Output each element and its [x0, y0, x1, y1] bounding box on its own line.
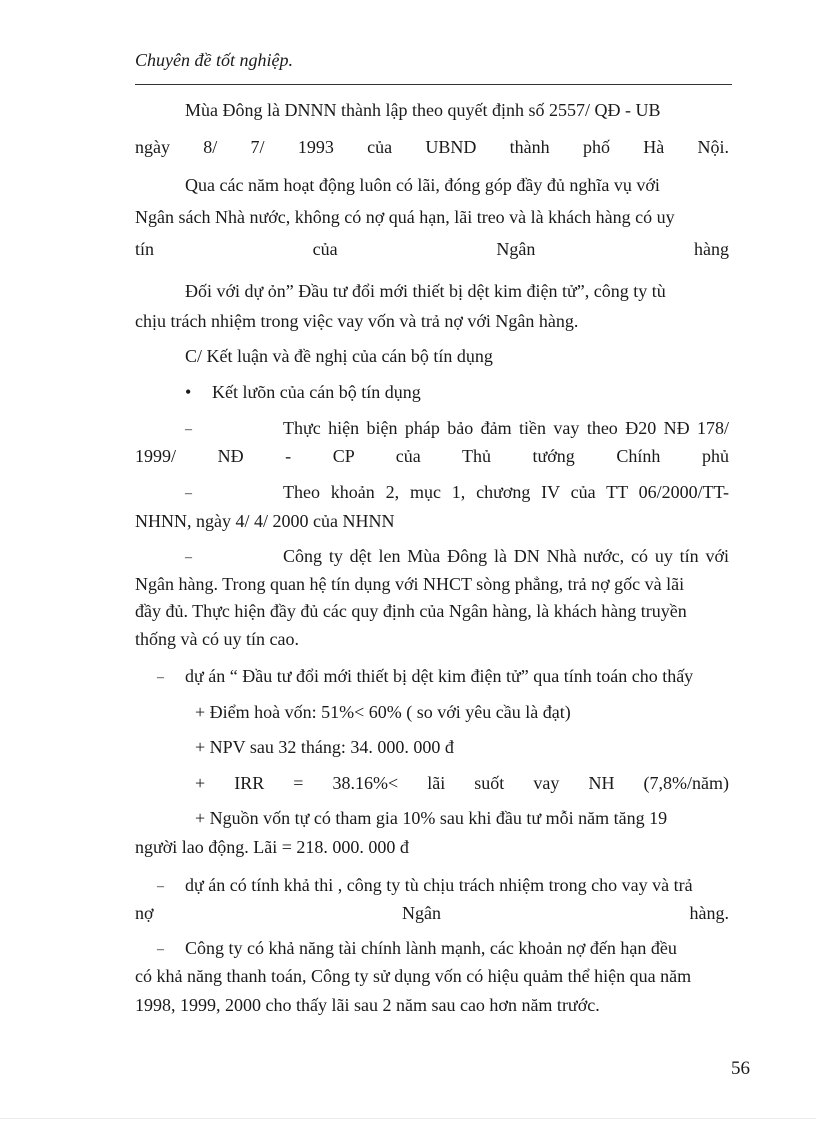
text-line: có khả năng thanh toán, Công ty sử dụng vốn có hiệu quảm thể hiện qua năm: [135, 966, 692, 986]
dash-icon: –: [185, 550, 192, 565]
dash-icon: –: [157, 670, 164, 685]
text-line: đầy đủ. Thực hiện đầy đủ các quy định của Ngân hàng, là khách hàng truyền: [135, 601, 687, 621]
text-line: Công ty dệt len Mùa Đông là DN Nhà nước, có uy tín với: [283, 546, 729, 566]
text-line: Theo khoản 2, mục 1, chương IV của TT 06/2000/TT-: [283, 482, 729, 502]
header-rule: [135, 84, 732, 85]
dash-icon: –: [185, 486, 192, 501]
text-line: + NPV sau 32 tháng: 34. 000. 000 đ: [195, 737, 454, 757]
text-line: + Nguồn vốn tự có tham gia 10% sau khi đầu tư mỗi năm tăng 19: [195, 808, 668, 828]
page-number: 56: [731, 1058, 750, 1079]
section-heading: C/ Kết luận và đề nghị của cán bộ tín dụng: [185, 346, 493, 366]
dash-icon: –: [157, 879, 164, 894]
text-line: 1998, 1999, 2000 cho thấy lãi sau 2 năm sau cao hơn năm trước.: [135, 995, 600, 1015]
text-line: ngày 8/ 7/ 1993 của UBND thành phố Hà Nội.: [135, 137, 729, 157]
text-line: Mùa Đông là DNNN thành lập theo quyết định số 2557/ QĐ - UB: [185, 100, 661, 120]
text-line: tín của Ngân hàng: [135, 239, 729, 259]
text-line: người lao động. Lãi = 218. 000. 000 đ: [135, 837, 409, 857]
text-line: chịu trách nhiệm trong việc vay vốn và trả nợ với Ngân hàng.: [135, 311, 579, 331]
bullet-text: Kết lưõn của cán bộ tín dụng: [212, 382, 421, 402]
dash-icon: –: [157, 942, 164, 957]
page-header-title: Chuyên đề tốt nghiệp.: [135, 50, 293, 70]
text-line: dự án có tính khả thi , công ty tù chịu trách nhiệm trong cho vay và trả: [185, 875, 693, 895]
bullet-icon: •: [185, 382, 192, 402]
dash-icon: –: [185, 422, 192, 437]
text-line: Thực hiện biện pháp bảo đảm tiền vay theo Đ20 NĐ 178/: [283, 418, 729, 438]
text-line: dự án “ Đầu tư đổi mới thiết bị dệt kim điện tử” qua tính toán cho thấy: [185, 666, 694, 686]
text-line: nợ Ngân hàng.: [135, 903, 729, 923]
text-line: Công ty có khả năng tài chính lành mạnh, các khoản nợ đến hạn đều: [185, 938, 677, 958]
text-line: 1999/ NĐ - CP của Thủ tướng Chính phủ: [135, 446, 729, 466]
text-line: Qua các năm hoạt động luôn có lãi, đóng góp đầy đủ nghĩa vụ với: [185, 175, 660, 195]
page-bottom-edge: [0, 1118, 816, 1119]
text-line: thống và có uy tín cao.: [135, 629, 299, 649]
text-line: Ngân sách Nhà nước, không có nợ quá hạn, lãi treo và là khách hàng có uy: [135, 207, 675, 227]
bullet-item: [135, 382, 806, 403]
text-line: Đối với dự ỏn” Đầu tư đổi mới thiết bị dệt kim điện tử”, công ty tù: [185, 281, 666, 301]
text-line: NHNN, ngày 4/ 4/ 2000 của NHNN: [135, 511, 395, 531]
text-line: + IRR = 38.16%< lãi suốt vay NH (7,8%/năm): [195, 773, 729, 793]
text-line: Ngân hàng. Trong quan hệ tín dụng với NHCT sòng phẳng, trả nợ gốc và lãi: [135, 574, 685, 594]
text-line: + Điểm hoà vốn: 51%< 60% ( so với yêu cầu là đạt): [195, 702, 571, 722]
